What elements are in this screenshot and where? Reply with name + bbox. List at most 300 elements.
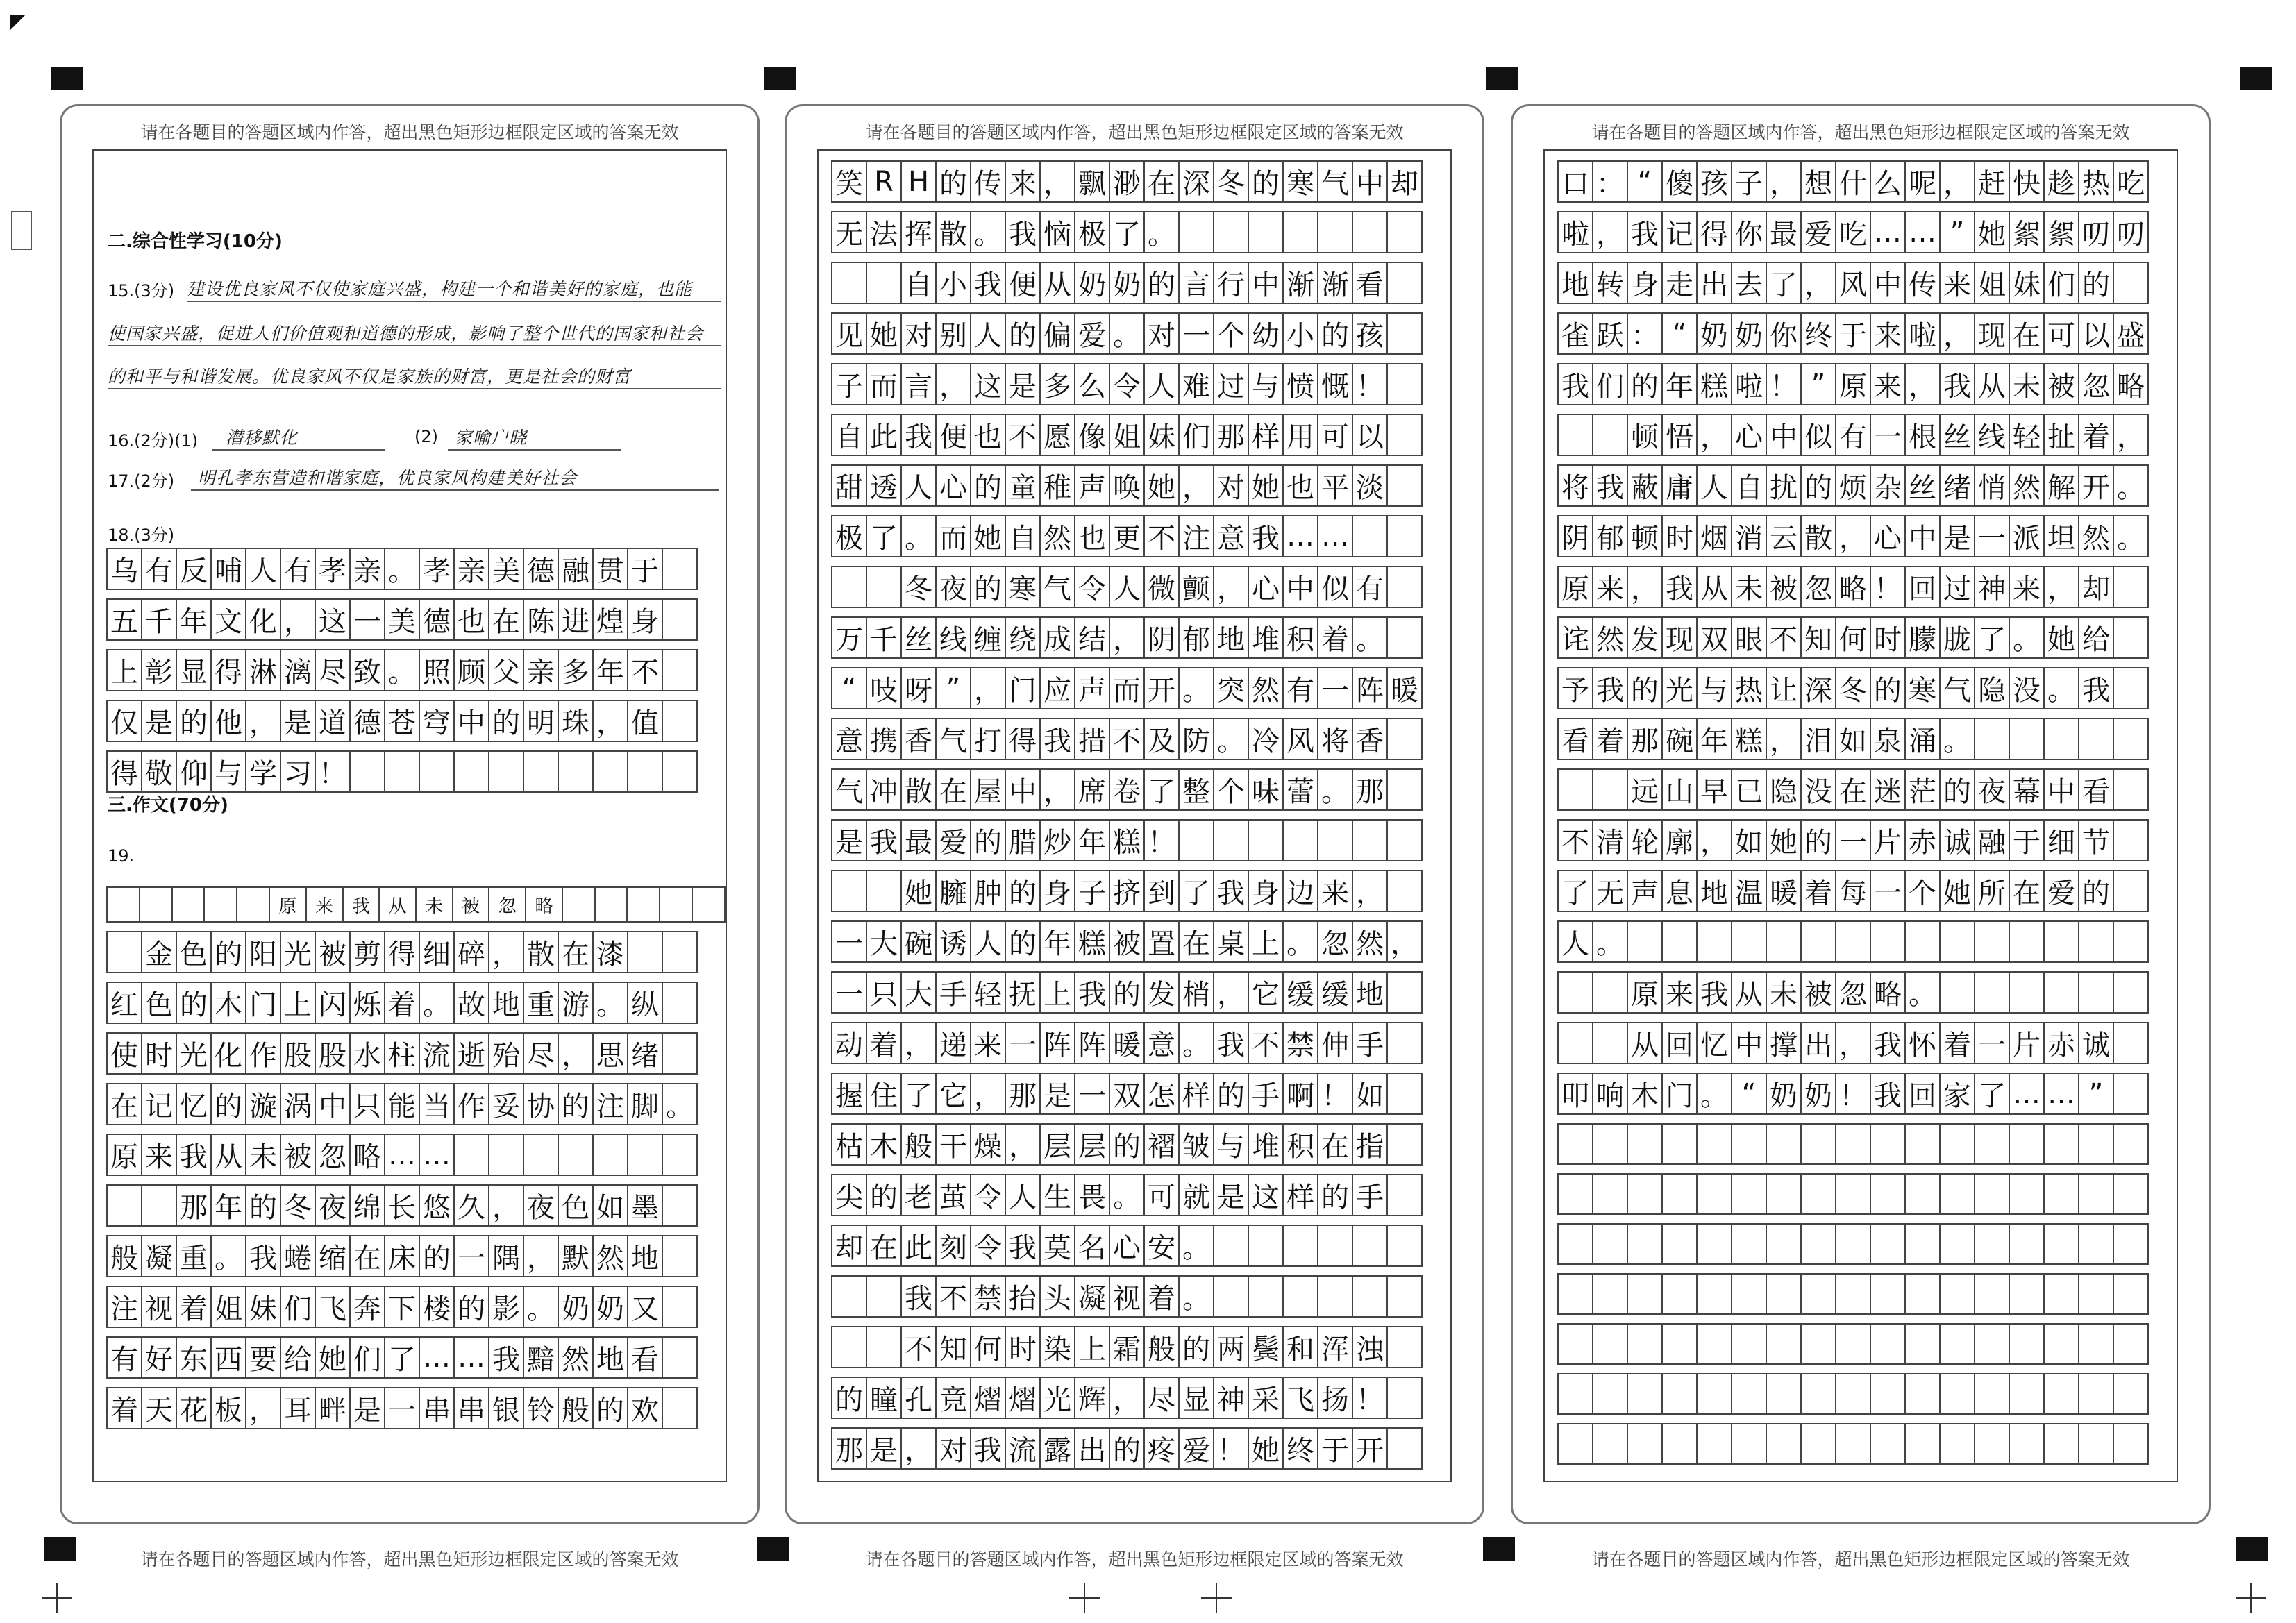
grid-cell [1697, 1424, 1732, 1464]
grid-cell: 然 [1248, 668, 1283, 709]
grid-cell: 着 [385, 982, 419, 1023]
grid-cell: 与 [1697, 668, 1732, 709]
grid-cell: 孩 [1352, 313, 1387, 354]
grid-cell: 着 [866, 1023, 901, 1063]
grid-cell: 。 [2113, 465, 2148, 506]
grid-spacer [1558, 1013, 2148, 1023]
grid-cell: 散 [901, 769, 936, 810]
grid-cell: 心 [936, 465, 971, 506]
grid-row [107, 1033, 697, 1074]
grid-cell: 让 [1766, 668, 1801, 709]
grid-cell [662, 650, 697, 691]
answer-underline [108, 388, 721, 389]
alignment-mark [757, 1537, 789, 1561]
title-cell [660, 887, 692, 922]
grid-cell: ” [2079, 1073, 2113, 1114]
grid-cell: 这 [315, 599, 350, 640]
grid-cell: “ [832, 668, 866, 709]
grid-cell: 原 [1558, 566, 1593, 607]
grid-cell: 唤 [1109, 465, 1144, 506]
grid-row [1558, 414, 2148, 455]
grid-cell: 中 [1005, 769, 1040, 810]
grid-cell: 奶 [1697, 313, 1732, 354]
grid-cell: 顿 [1627, 414, 1662, 455]
grid-spacer [1558, 1114, 2148, 1124]
q18-answer-grid [106, 548, 698, 793]
grid-cell: 是 [1940, 516, 1975, 557]
grid-cell: 地 [628, 1236, 662, 1277]
grid-cell: 鬓 [1248, 1327, 1283, 1368]
grid-cell: 于 [1318, 1428, 1352, 1469]
grid-cell [1801, 1224, 1836, 1264]
grid-cell [2113, 921, 2148, 962]
title-cell: 来 [306, 887, 343, 922]
grid-cell: 和 [1283, 1327, 1318, 1368]
grid-cell: 开 [2079, 465, 2113, 506]
grid-cell: 被 [1801, 972, 1836, 1013]
grid-cell [1732, 1174, 1766, 1214]
grid-cell: 不 [1109, 718, 1144, 759]
grid-cell [662, 599, 697, 640]
grid-row [1558, 1324, 2148, 1364]
grid-cell: 我 [866, 820, 901, 861]
grid-cell: 照 [419, 650, 454, 691]
grid-cell: 散 [1801, 516, 1836, 557]
panel-notice-bottom: 请在各题目的答题区域内作答，超出黑色矩形边框限定区域的答案无效 [1591, 1549, 2130, 1570]
grid-cell [1558, 1324, 1593, 1364]
grid-cell: 声 [1627, 871, 1662, 911]
grid-cell: ， [280, 599, 315, 640]
grid-cell [2113, 820, 2148, 861]
grid-cell: 采 [1248, 1377, 1283, 1418]
grid-cell [523, 751, 558, 792]
grid-cell: ， [1005, 1124, 1040, 1165]
grid-cell [1662, 1374, 1697, 1414]
grid-cell: 有 [142, 548, 176, 589]
grid-spacer [832, 1216, 1422, 1225]
grid-cell: 诱 [936, 921, 971, 962]
grid-cell: 尽 [1144, 1377, 1179, 1418]
grid-cell: 年 [211, 1185, 246, 1226]
grid-cell [1558, 1424, 1593, 1464]
grid-spacer [832, 253, 1422, 262]
alignment-mark [51, 67, 83, 90]
left-answer-panel [60, 104, 760, 1570]
grid-cell: 我 [1214, 871, 1248, 911]
grid-cell [2079, 1124, 2113, 1164]
grid-cell [1801, 1274, 1836, 1314]
grid-cell: 妹 [246, 1286, 280, 1327]
grid-spacer [832, 810, 1422, 820]
grid-cell [2079, 1174, 2113, 1214]
grid-cell [1627, 1124, 1662, 1164]
grid-cell: 幕 [2009, 769, 2044, 810]
grid-cell [1975, 1374, 2009, 1414]
title-cell [237, 887, 269, 922]
grid-cell: 奶 [593, 1286, 628, 1327]
grid-cell: 绕 [1005, 617, 1040, 658]
grid-cell: 而 [936, 516, 971, 557]
grid-row [832, 313, 1422, 354]
grid-cell [2079, 1324, 2113, 1364]
grid-cell: 光 [280, 932, 315, 973]
grid-cell: 的 [2079, 871, 2113, 911]
grid-cell: 我 [489, 1337, 523, 1378]
grid-cell: 对 [1214, 465, 1248, 506]
grid-cell [1905, 1124, 1940, 1164]
grid-spacer [1558, 455, 2148, 465]
grid-cell: 来 [1940, 262, 1975, 303]
grid-cell [662, 932, 697, 973]
grid-cell: 记 [1662, 212, 1697, 253]
grid-cell: 令 [1109, 364, 1144, 405]
grid-cell: 更 [1109, 516, 1144, 557]
grid-cell: 中 [1870, 262, 1905, 303]
grid-cell: 缠 [971, 617, 1005, 658]
grid-cell: 浊 [1352, 1327, 1387, 1368]
grid-cell: 缓 [1283, 972, 1318, 1013]
grid-cell: 的 [832, 1377, 866, 1418]
grid-cell [866, 1327, 901, 1368]
grid-cell: 积 [1283, 1124, 1318, 1165]
grid-cell: 寒 [1905, 668, 1940, 709]
grid-spacer [1558, 1364, 2148, 1374]
grid-cell: 微 [1144, 566, 1179, 607]
grid-cell [1283, 1225, 1318, 1266]
grid-cell: ， [1801, 262, 1836, 303]
grid-cell [2113, 1124, 2148, 1164]
grid-cell: 啦 [1905, 313, 1940, 354]
grid-cell [1870, 921, 1905, 962]
registration-cross [1201, 1583, 1232, 1613]
grid-cell [1558, 1374, 1593, 1414]
grid-cell: 一 [1836, 820, 1870, 861]
grid-cell [1870, 1424, 1905, 1464]
grid-cell: 心 [1248, 566, 1283, 607]
grid-cell: 不 [628, 650, 662, 691]
grid-cell: 们 [1593, 364, 1627, 405]
grid-cell: 将 [1318, 718, 1352, 759]
grid-cell: 顿 [1627, 516, 1662, 557]
grid-cell [1870, 1324, 1905, 1364]
grid-cell: 仅 [107, 700, 142, 741]
grid-cell: 中 [2044, 769, 2079, 810]
grid-cell: 。 [2044, 668, 2079, 709]
grid-cell: 妥 [489, 1084, 523, 1125]
grid-cell: 却 [2079, 566, 2113, 607]
grid-cell: 一 [350, 599, 385, 640]
grid-cell: 突 [1214, 668, 1248, 709]
grid-cell: 忆 [1697, 1023, 1732, 1063]
grid-cell: 早 [1697, 769, 1732, 810]
grid-cell: 他 [211, 700, 246, 741]
grid-cell [1593, 769, 1627, 810]
grid-cell: 屋 [971, 769, 1005, 810]
grid-cell: 来 [1593, 566, 1627, 607]
grid-cell: 略 [1870, 972, 1905, 1013]
grid-row [107, 1236, 697, 1277]
grid-cell: 稚 [1040, 465, 1075, 506]
grid-row [1558, 1174, 2148, 1214]
grid-cell: 得 [107, 751, 142, 792]
grid-cell: 泪 [1801, 718, 1836, 759]
grid-cell: 的 [246, 1185, 280, 1226]
grid-cell: 郁 [1593, 516, 1627, 557]
grid-cell [350, 751, 385, 792]
grid-row [1558, 668, 2148, 709]
grid-cell: 地 [593, 1337, 628, 1378]
grid-cell: 一 [1870, 414, 1905, 455]
grid-cell: 的 [1627, 668, 1662, 709]
grid-cell [1732, 1324, 1766, 1364]
grid-cell: 蕾 [1283, 769, 1318, 810]
grid-cell: 地 [489, 982, 523, 1023]
grid-spacer [107, 741, 697, 751]
grid-cell [1387, 1023, 1422, 1063]
grid-cell [2113, 718, 2148, 759]
grid-spacer [1558, 658, 2148, 668]
grid-cell: 时 [1005, 1327, 1040, 1368]
grid-cell: 绪 [628, 1033, 662, 1074]
grid-cell: 消 [1732, 516, 1766, 557]
grid-cell: 年 [1075, 820, 1109, 861]
grid-cell [1836, 921, 1870, 962]
grid-cell [1558, 769, 1593, 810]
grid-cell: 别 [936, 313, 971, 354]
grid-cell: 只 [350, 1084, 385, 1125]
grid-cell [2079, 1274, 2113, 1314]
grid-cell: 铃 [523, 1388, 558, 1429]
grid-cell: 丝 [901, 617, 936, 658]
grid-cell: 我 [176, 1134, 211, 1175]
grid-cell [1766, 1274, 1801, 1314]
grid-cell: 然 [1352, 921, 1387, 962]
grid-cell: 她 [971, 516, 1005, 557]
grid-cell: 心 [1732, 414, 1766, 455]
grid-cell [2009, 1124, 2044, 1164]
grid-cell: 化 [246, 599, 280, 640]
grid-cell: 烁 [350, 982, 385, 1023]
grid-cell [1940, 1274, 1975, 1314]
grid-cell [1697, 1374, 1732, 1414]
grid-cell: 一 [1318, 668, 1352, 709]
grid-cell: ， [246, 1388, 280, 1429]
grid-cell [107, 1185, 142, 1226]
grid-cell: 熠 [1005, 1377, 1040, 1418]
grid-cell: 被 [1109, 921, 1144, 962]
grid-cell: 时 [1662, 516, 1697, 557]
grid-cell: 我 [1870, 1073, 1905, 1114]
grid-cell: 纵 [628, 982, 662, 1023]
grid-cell: 来 [1318, 871, 1352, 911]
grid-cell: 层 [1040, 1124, 1075, 1165]
grid-cell: 亲 [350, 548, 385, 589]
alignment-mark [1486, 67, 1518, 90]
grid-cell: 板 [211, 1388, 246, 1429]
grid-cell: 冷 [1248, 718, 1283, 759]
grid-cell [662, 548, 697, 589]
grid-cell: 用 [1283, 414, 1318, 455]
grid-cell: 可 [1144, 1175, 1179, 1216]
grid-cell: 絮 [2044, 212, 2079, 253]
grid-cell: 气 [1940, 668, 1975, 709]
grid-cell [1801, 1324, 1836, 1364]
grid-cell: 人 [1697, 465, 1732, 506]
grid-cell: 的 [1248, 161, 1283, 202]
grid-spacer [832, 455, 1422, 465]
grid-cell: 我 [1248, 516, 1283, 557]
grid-cell: 名 [1075, 1225, 1109, 1266]
grid-cell: 年 [1662, 364, 1697, 405]
grid-cell: 般 [1144, 1327, 1179, 1368]
grid-cell: 整 [1179, 769, 1214, 810]
grid-cell: 传 [1905, 262, 1940, 303]
grid-cell: 默 [558, 1236, 593, 1277]
grid-cell: 吱 [866, 668, 901, 709]
grid-row [107, 982, 697, 1023]
grid-cell: 在 [489, 599, 523, 640]
grid-cell [1870, 1174, 1905, 1214]
grid-cell: 中 [1905, 516, 1940, 557]
grid-cell: 动 [832, 1023, 866, 1063]
grid-cell: 梢 [1179, 972, 1214, 1013]
grid-cell: 凝 [142, 1236, 176, 1277]
grid-cell: 的 [1801, 820, 1836, 861]
grid-cell [1870, 1124, 1905, 1164]
grid-row [832, 1327, 1422, 1368]
grid-cell: 能 [385, 1084, 419, 1125]
grid-cell [866, 871, 901, 911]
grid-cell: 派 [2009, 516, 2044, 557]
grid-cell: 却 [1387, 161, 1422, 202]
grid-cell: 口 [1558, 161, 1593, 202]
grid-cell: 的 [1005, 921, 1040, 962]
grid-cell: 自 [1732, 465, 1766, 506]
grid-cell: 不 [901, 1327, 936, 1368]
grid-cell: 可 [2044, 313, 2079, 354]
grid-cell [2113, 1023, 2148, 1063]
grid-cell: 被 [280, 1134, 315, 1175]
grid-cell: 她 [1248, 465, 1283, 506]
grid-cell: 。 [523, 1286, 558, 1327]
panel-notice-bottom: 请在各题目的答题区域内作答，超出黑色矩形边框限定区域的答案无效 [865, 1549, 1404, 1570]
grid-cell: 暖 [1766, 871, 1801, 911]
grid-cell: 这 [1248, 1175, 1283, 1216]
grid-row [1558, 871, 2148, 911]
grid-cell: 枯 [832, 1124, 866, 1165]
grid-cell: ， [971, 1073, 1005, 1114]
grid-cell: 殆 [489, 1033, 523, 1074]
grid-cell: 疼 [1144, 1428, 1179, 1469]
registration-cross [42, 1583, 72, 1613]
grid-cell: 是 [350, 1388, 385, 1429]
grid-cell: 视 [1109, 1276, 1144, 1317]
grid-cell [1593, 972, 1627, 1013]
grid-row [832, 161, 1422, 202]
handwritten-answer: 的和平与和谐发展。优良家风不仅是家族的财富，更是社会的财富 [108, 367, 632, 387]
grid-cell: 孩 [1697, 161, 1732, 202]
grid-cell [1627, 1324, 1662, 1364]
grid-cell: ， [2044, 566, 2079, 607]
grid-cell [1248, 820, 1283, 861]
grid-cell [1627, 1174, 1662, 1214]
grid-cell: 在 [1144, 161, 1179, 202]
essay-title-row [106, 886, 726, 923]
grid-cell: ， [489, 932, 523, 973]
grid-cell: 气 [832, 769, 866, 810]
grid-cell [2044, 1424, 2079, 1464]
grid-cell: 从 [1975, 364, 2009, 405]
grid-cell: ！ [1836, 1073, 1870, 1114]
alignment-mark [764, 67, 796, 90]
grid-cell: ， [1766, 161, 1801, 202]
grid-row [832, 1276, 1422, 1317]
grid-cell: 什 [1836, 161, 1870, 202]
grid-cell [1283, 820, 1318, 861]
grid-cell: 。 [1144, 212, 1179, 253]
grid-cell: ， [1836, 1023, 1870, 1063]
grid-spacer [107, 1226, 697, 1236]
grid-cell: 注 [593, 1084, 628, 1125]
grid-cell: 深 [1179, 161, 1214, 202]
grid-row [1558, 1424, 2148, 1464]
grid-cell: 个 [1214, 769, 1248, 810]
grid-cell: 中 [1732, 1023, 1766, 1063]
grid-spacer [1558, 810, 2148, 820]
grid-cell: 在 [107, 1084, 142, 1125]
grid-cell: 渺 [1109, 161, 1144, 202]
grid-cell: 。 [1109, 313, 1144, 354]
grid-cell: 色 [558, 1185, 593, 1226]
grid-cell: 被 [315, 932, 350, 973]
grid-cell: 雀 [1558, 313, 1593, 354]
grid-cell [558, 751, 593, 792]
grid-cell [2009, 1274, 2044, 1314]
grid-cell [1558, 1023, 1593, 1063]
grid-spacer [1558, 506, 2148, 516]
grid-cell: 多 [558, 650, 593, 691]
grid-cell [662, 1236, 697, 1277]
grid-cell: 忽 [2079, 364, 2113, 405]
grid-cell: 绵 [350, 1185, 385, 1226]
grid-cell: ， [901, 1023, 936, 1063]
grid-cell: 边 [1283, 871, 1318, 911]
grid-cell: 的 [176, 982, 211, 1023]
grid-cell: 慨 [1318, 364, 1352, 405]
grid-cell: 丝 [1940, 414, 1975, 455]
grid-cell: 。 [419, 982, 454, 1023]
grid-spacer [1558, 1264, 2148, 1274]
grid-cell: 抚 [1005, 972, 1040, 1013]
grid-cell: 隅 [489, 1236, 523, 1277]
grid-cell: 炒 [1040, 820, 1075, 861]
grid-cell: 抬 [1005, 1276, 1040, 1317]
grid-cell [1870, 1274, 1905, 1314]
grid-spacer [1558, 1314, 2148, 1324]
grid-cell: 光 [176, 1033, 211, 1074]
grid-cell: 大 [866, 921, 901, 962]
grid-row [832, 1175, 1422, 1216]
grid-cell: 们 [280, 1286, 315, 1327]
grid-cell: 乌 [107, 548, 142, 589]
grid-cell: 腊 [1005, 820, 1040, 861]
grid-cell: 五 [107, 599, 142, 640]
grid-cell: 红 [107, 982, 142, 1023]
grid-cell: 的 [1627, 364, 1662, 405]
grid-cell: 过 [1214, 364, 1248, 405]
grid-cell [1214, 1225, 1248, 1266]
grid-cell [1766, 921, 1801, 962]
